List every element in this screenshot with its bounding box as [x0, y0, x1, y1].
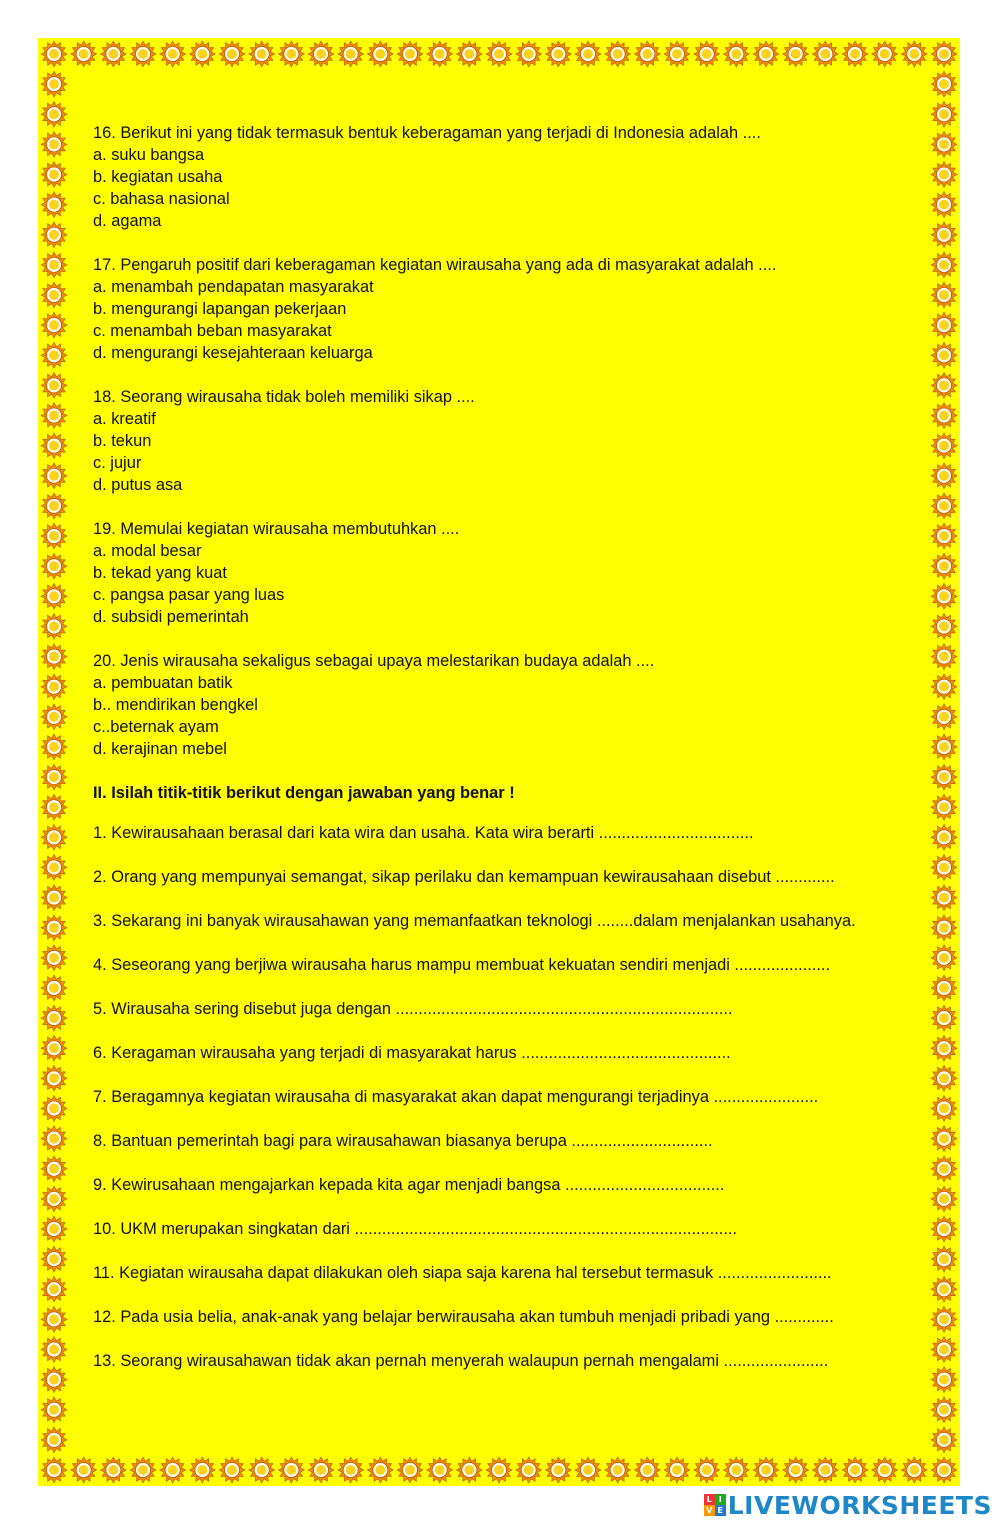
sun-icon — [41, 1276, 67, 1302]
sun-icon — [516, 41, 542, 67]
sun-icon — [338, 41, 364, 67]
sun-icon — [427, 1457, 453, 1483]
sun-icon — [931, 1156, 957, 1182]
logo-letter: E — [715, 1505, 726, 1516]
sun-icon — [931, 1186, 957, 1212]
sun-icon — [189, 1457, 215, 1483]
logo-letter: V — [704, 1505, 715, 1516]
question-block — [93, 650, 923, 760]
sun-icon — [931, 975, 957, 1001]
sun-icon — [41, 553, 67, 579]
sun-icon — [41, 1246, 67, 1272]
sun-icon — [41, 674, 67, 700]
sun-icon — [308, 1457, 334, 1483]
sun-icon — [71, 1457, 97, 1483]
fill-in-item — [93, 1350, 923, 1372]
sun-icon — [931, 885, 957, 911]
sun-icon — [901, 1457, 927, 1483]
sun-icon — [41, 854, 67, 880]
fill-in-text: 11. Kegiatan wirausaha dapat dilakukan oleh siapa saja karena hal tersebut termasuk ......................... — [93, 1264, 832, 1282]
logo-letter: L — [704, 1494, 715, 1505]
sun-icon — [605, 41, 631, 67]
fill-in-text: 7. Beragamnya kegiatan wirausaha di masyarakat akan dapat mengurangi terjadinya ....................... — [93, 1088, 819, 1106]
sun-icon — [872, 41, 898, 67]
sun-icon — [931, 824, 957, 850]
answer-option: d. subsidi pemerintah — [93, 608, 249, 626]
sun-icon — [931, 1246, 957, 1272]
sun-icon — [545, 1457, 571, 1483]
sun-icon — [41, 613, 67, 639]
sun-icon — [456, 41, 482, 67]
sun-icon — [41, 794, 67, 820]
sun-icon — [931, 463, 957, 489]
sun-icon — [41, 523, 67, 549]
sun-icon — [41, 372, 67, 398]
fill-in-text: 6. Keragaman wirausaha yang terjadi di masyarakat harus .............................................. — [93, 1044, 731, 1062]
sun-icon — [812, 1457, 838, 1483]
sun-icon — [931, 1096, 957, 1122]
sun-icon — [931, 282, 957, 308]
sun-icon — [308, 41, 334, 67]
sun-icon — [545, 41, 571, 67]
sun-icon — [931, 674, 957, 700]
worksheet-page — [38, 38, 960, 1486]
sun-icon — [41, 1126, 67, 1152]
question-stem: 20. Jenis wirausaha sekaligus sebagai upaya melestarikan budaya adalah .... — [93, 652, 655, 670]
sun-icon — [278, 41, 304, 67]
question-block — [93, 122, 923, 232]
sun-icon — [931, 162, 957, 188]
fill-in-text: 4. Seseorang yang berjiwa wirausaha harus mampu membuat kekuatan sendiri menjadi ..................... — [93, 956, 831, 974]
sun-icon — [41, 162, 67, 188]
sun-icon — [931, 523, 957, 549]
sun-icon — [931, 71, 957, 97]
sun-icon — [931, 493, 957, 519]
sun-icon — [71, 41, 97, 67]
sun-icon — [723, 1457, 749, 1483]
fill-in-item — [93, 954, 923, 976]
sun-icon — [397, 41, 423, 67]
sun-icon — [41, 1005, 67, 1031]
sun-icon — [753, 41, 779, 67]
sun-icon — [664, 1457, 690, 1483]
sun-icon — [634, 41, 660, 67]
sun-icon — [41, 1096, 67, 1122]
sun-icon — [367, 1457, 393, 1483]
sun-icon — [249, 41, 275, 67]
sun-icon — [931, 644, 957, 670]
sun-icon — [931, 764, 957, 790]
sun-icon — [931, 372, 957, 398]
sun-icon — [249, 1457, 275, 1483]
question-block — [93, 386, 923, 496]
sun-icon — [931, 433, 957, 459]
sun-icon — [41, 1156, 67, 1182]
liveworksheets-logo-icon — [704, 1494, 726, 1516]
answer-option: a. modal besar — [93, 542, 202, 560]
sun-icon — [100, 41, 126, 67]
answer-option: a. pembuatan batik — [93, 674, 233, 692]
logo-letter: I — [715, 1494, 726, 1505]
sun-icon — [41, 583, 67, 609]
fill-in-item — [93, 1130, 923, 1152]
multiple-choice-list — [93, 122, 923, 760]
sun-icon — [931, 1306, 957, 1332]
sun-icon — [634, 1457, 660, 1483]
sun-icon — [219, 41, 245, 67]
sun-icon — [931, 1367, 957, 1393]
sun-icon — [931, 1397, 957, 1423]
fill-in-item — [93, 1174, 923, 1196]
sun-icon — [41, 644, 67, 670]
fill-in-text: 5. Wirausaha sering disebut juga dengan .......................................................................... — [93, 1000, 733, 1018]
sun-icon — [931, 131, 957, 157]
sun-icon — [41, 1427, 67, 1453]
fill-in-item — [93, 1218, 923, 1240]
answer-option: c. menambah beban masyarakat — [93, 322, 332, 340]
sun-icon — [41, 222, 67, 248]
sun-icon — [931, 1337, 957, 1363]
sun-icon — [41, 704, 67, 730]
sun-icon — [41, 101, 67, 127]
sun-icon — [575, 41, 601, 67]
sun-icon — [931, 734, 957, 760]
answer-option: c. bahasa nasional — [93, 190, 230, 208]
sun-icon — [931, 613, 957, 639]
answer-option: b. tekun — [93, 432, 152, 450]
sun-icon — [41, 433, 67, 459]
sun-icon — [41, 1186, 67, 1212]
sun-icon — [694, 41, 720, 67]
question-stem: 19. Memulai kegiatan wirausaha membutuhkan .... — [93, 520, 460, 538]
sun-icon — [130, 41, 156, 67]
sun-icon — [397, 1457, 423, 1483]
fill-in-text: 8. Bantuan pemerintah bagi para wirausahawan biasanya berupa ............................... — [93, 1132, 713, 1150]
sun-icon — [516, 1457, 542, 1483]
sun-icon — [41, 41, 67, 67]
sun-icon — [931, 583, 957, 609]
sun-icon — [41, 824, 67, 850]
sun-icon — [160, 1457, 186, 1483]
sun-icon — [901, 41, 927, 67]
sun-icon — [931, 222, 957, 248]
sun-icon — [41, 975, 67, 1001]
answer-option: b.. mendirikan bengkel — [93, 696, 258, 714]
sun-icon — [931, 101, 957, 127]
sun-icon — [41, 282, 67, 308]
question-stem: 18. Seorang wirausaha tidak boleh memiliki sikap .... — [93, 388, 475, 406]
sun-icon — [278, 1457, 304, 1483]
answer-option: a. suku bangsa — [93, 146, 205, 164]
answer-option: a. kreatif — [93, 410, 156, 428]
sun-icon — [931, 553, 957, 579]
answer-option: b. tekad yang kuat — [93, 564, 227, 582]
sun-icon — [41, 945, 67, 971]
fill-in-text: 10. UKM merupakan singkatan dari .................................................................................... — [93, 1220, 737, 1238]
sun-icon — [456, 1457, 482, 1483]
sun-icon — [41, 463, 67, 489]
sun-icon — [694, 1457, 720, 1483]
sun-icon — [931, 192, 957, 218]
sun-icon — [931, 1276, 957, 1302]
answer-option: b. kegiatan usaha — [93, 168, 223, 186]
section-2-heading: II. Isilah titik-titik berikut dengan jawaban yang benar ! — [93, 784, 515, 802]
fill-in-text: 3. Sekarang ini banyak wirausahawan yang memanfaatkan teknologi ........dalam menjalankan usahanya. — [93, 912, 856, 930]
sun-icon — [842, 41, 868, 67]
answer-option: d. kerajinan mebel — [93, 740, 227, 758]
sun-icon — [41, 764, 67, 790]
fill-in-list — [93, 822, 923, 1372]
answer-option: a. menambah pendapatan masyarakat — [93, 278, 374, 296]
sun-icon — [723, 41, 749, 67]
question-stem: 17. Pengaruh positif dari keberagaman kegiatan wirausaha yang ada di masyarakat adalah .... — [93, 256, 777, 274]
sun-icon — [931, 704, 957, 730]
sun-icon — [486, 1457, 512, 1483]
sun-icon — [783, 41, 809, 67]
sun-icon — [160, 41, 186, 67]
sun-icon — [931, 1065, 957, 1091]
sun-icon — [367, 41, 393, 67]
worksheet-content — [93, 122, 923, 1394]
fill-in-text: 1. Kewirausahaan berasal dari kata wira dan usaha. Kata wira berarti .................................. — [93, 824, 754, 842]
sun-icon — [486, 41, 512, 67]
sun-icon — [427, 41, 453, 67]
fill-in-text: 2. Orang yang mempunyai semangat, sikap perilaku dan kemampuan kewirausahaan disebut ............. — [93, 868, 835, 886]
fill-in-item — [93, 1042, 923, 1064]
sun-icon — [842, 1457, 868, 1483]
question-stem: 16. Berikut ini yang tidak termasuk bentuk keberagaman yang terjadi di Indonesia adalah .... — [93, 124, 761, 142]
sun-icon — [931, 1126, 957, 1152]
sun-icon — [931, 342, 957, 368]
question-block — [93, 518, 923, 628]
sun-icon — [605, 1457, 631, 1483]
answer-option: c. pangsa pasar yang luas — [93, 586, 285, 604]
sun-icon — [931, 1457, 957, 1483]
answer-option: d. mengurangi kesejahteraan keluarga — [93, 344, 373, 362]
sun-icon — [931, 41, 957, 67]
fill-in-item — [93, 1086, 923, 1108]
fill-in-text: 13. Seorang wirausahawan tidak akan pernah menyerah walaupun pernah mengalami ....................... — [93, 1352, 829, 1370]
sun-icon — [664, 41, 690, 67]
sun-icon — [41, 342, 67, 368]
fill-in-text: 9. Kewirusahaan mengajarkan kepada kita agar menjadi bangsa ................................... — [93, 1176, 725, 1194]
sun-icon — [41, 1367, 67, 1393]
fill-in-item — [93, 1306, 923, 1328]
fill-in-item — [93, 910, 923, 932]
sun-icon — [41, 493, 67, 519]
sun-icon — [41, 192, 67, 218]
sun-icon — [189, 41, 215, 67]
sun-icon — [41, 1397, 67, 1423]
sun-icon — [931, 794, 957, 820]
answer-option: d. agama — [93, 212, 162, 230]
question-block — [93, 254, 923, 364]
sun-icon — [812, 41, 838, 67]
footer-brand — [704, 1490, 992, 1520]
sun-icon — [41, 71, 67, 97]
sun-icon — [931, 403, 957, 429]
answer-option: c. jujur — [93, 454, 142, 472]
sun-icon — [338, 1457, 364, 1483]
sun-icon — [41, 1457, 67, 1483]
sun-icon — [41, 252, 67, 278]
sun-icon — [931, 915, 957, 941]
sun-icon — [931, 1216, 957, 1242]
sun-icon — [931, 252, 957, 278]
fill-in-item — [93, 822, 923, 844]
sun-icon — [931, 1035, 957, 1061]
sun-icon — [931, 945, 957, 971]
sun-icon — [41, 885, 67, 911]
sun-icon — [41, 734, 67, 760]
sun-icon — [219, 1457, 245, 1483]
sun-icon — [41, 915, 67, 941]
sun-icon — [41, 1216, 67, 1242]
fill-in-item — [93, 1262, 923, 1284]
sun-icon — [753, 1457, 779, 1483]
answer-option: c..beternak ayam — [93, 718, 219, 736]
fill-in-item — [93, 998, 923, 1020]
sun-icon — [41, 131, 67, 157]
sun-icon — [41, 1337, 67, 1363]
answer-option: b. mengurangi lapangan pekerjaan — [93, 300, 347, 318]
sun-icon — [41, 403, 67, 429]
sun-icon — [931, 312, 957, 338]
sun-icon — [41, 312, 67, 338]
fill-in-item — [93, 866, 923, 888]
sun-icon — [931, 1005, 957, 1031]
sun-icon — [931, 1427, 957, 1453]
sun-icon — [130, 1457, 156, 1483]
sun-icon — [575, 1457, 601, 1483]
sun-icon — [100, 1457, 126, 1483]
sun-icon — [783, 1457, 809, 1483]
sun-icon — [931, 854, 957, 880]
answer-option: d. putus asa — [93, 476, 183, 494]
sun-icon — [41, 1065, 67, 1091]
brand-name: LIVEWORKSHEETS — [727, 1490, 992, 1520]
fill-in-text: 12. Pada usia belia, anak-anak yang belajar berwirausaha akan tumbuh menjadi pribadi yang ............. — [93, 1308, 834, 1326]
sun-icon — [41, 1306, 67, 1332]
sun-icon — [872, 1457, 898, 1483]
sun-icon — [41, 1035, 67, 1061]
